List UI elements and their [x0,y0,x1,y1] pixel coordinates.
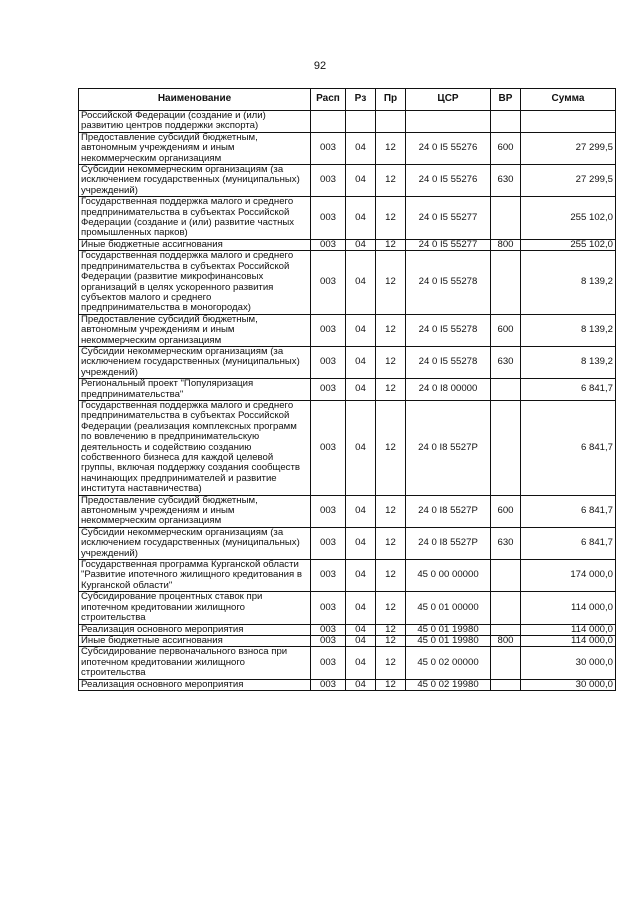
table-cell-rz: 04 [346,400,376,495]
table-cell-rasp: 003 [311,647,346,679]
table-cell-pr: 12 [376,592,406,624]
table-cell-pr: 12 [376,132,406,164]
table-cell-rasp: 003 [311,379,346,401]
table-cell-csr [406,111,491,133]
table-cell-rz: 04 [346,346,376,378]
table-cell-sum: 8 139,2 [521,346,616,378]
table-cell-pr: 12 [376,379,406,401]
table-cell-pr: 12 [376,560,406,592]
table-cell-name: Государственная поддержка малого и среднего предпринимательства в субъектах Российской Федерации (развитие микрофинансовых организаций в целях ускоренного развития субъектов малого и среднего предпринимательства в моногородах) [79,251,311,314]
table-cell-rz: 04 [346,592,376,624]
table-cell-vr [491,647,521,679]
table-cell-name: Реализация основного мероприятия [79,624,311,635]
table-cell-rasp: 003 [311,165,346,197]
table-cell-pr: 12 [376,314,406,346]
table-row [79,197,616,240]
table-cell-rasp: 003 [311,560,346,592]
table-cell-vr [491,560,521,592]
table-cell-rz: 04 [346,239,376,250]
table-cell-csr: 24 0 I5 55277 [406,239,491,250]
table-cell-pr: 12 [376,495,406,527]
table-cell-csr: 24 0 I8 5527P [406,527,491,559]
column-header-csr: ЦСР [406,89,491,111]
table-row [79,647,616,679]
table-cell-rz: 04 [346,495,376,527]
table-cell-sum: 6 841,7 [521,379,616,401]
table-cell-sum: 30 000,0 [521,679,616,690]
table-cell-rz: 04 [346,379,376,401]
table-cell-csr: 24 0 I8 5527P [406,495,491,527]
table-cell-vr: 600 [491,132,521,164]
table-row [79,165,616,197]
table-row [79,495,616,527]
table-cell-name: Государственная поддержка малого и среднего предпринимательства в субъектах Российской Федерации (реализация комплексных программ по вовлечению в предпринимательскую деятельность и содействию созданию собственного бизнеса для каждой целевой группы, включая поддержку создания сообществ начинающих предпринимателей и развитие института наставничества) [79,400,311,495]
table-cell-sum: 114 000,0 [521,635,616,646]
table-row [79,635,616,646]
table-cell-rasp: 003 [311,400,346,495]
table-cell-vr [491,592,521,624]
table-cell-name: Субсидии некоммерческим организациям (за исключением государственных (муниципальных) учреждений) [79,527,311,559]
table-cell-csr: 45 0 02 19980 [406,679,491,690]
table-cell-pr: 12 [376,197,406,240]
table-cell-rasp: 003 [311,346,346,378]
table-cell-name: Субсидии некоммерческим организациям (за исключением государственных (муниципальных) учреждений) [79,346,311,378]
table-cell-sum: 27 299,5 [521,132,616,164]
table-cell-vr: 600 [491,495,521,527]
table-cell-pr [376,111,406,133]
table-cell-rz [346,111,376,133]
table-cell-rasp: 003 [311,527,346,559]
table-cell-name: Государственная программа Курганской области "Развитие ипотечного жилищного кредитования в Курганской области" [79,560,311,592]
table-row [79,592,616,624]
table-cell-csr: 24 0 I8 00000 [406,379,491,401]
table-cell-name: Государственная поддержка малого и среднего предпринимательства в субъектах Российской Федерации (создание и (или) развитие частных промышленных парков) [79,197,311,240]
table-cell-rasp: 003 [311,132,346,164]
table-cell-pr: 12 [376,624,406,635]
table-cell-pr: 12 [376,346,406,378]
table-cell-rz: 04 [346,635,376,646]
table-cell-name: Предоставление субсидий бюджетным, автономным учреждениям и иным некоммерческим организациям [79,314,311,346]
table-cell-csr: 24 0 I5 55278 [406,251,491,314]
table-cell-name: Субсидирование процентных ставок при ипотечном кредитовании жилищного строительства [79,592,311,624]
budget-table [78,88,616,691]
table-cell-rz: 04 [346,624,376,635]
table-cell-rz: 04 [346,647,376,679]
page-number: 92 [313,60,327,72]
table-cell-csr: 24 0 I5 55278 [406,346,491,378]
table-cell-sum: 255 102,0 [521,197,616,240]
table-row [79,679,616,690]
table-cell-rasp: 003 [311,314,346,346]
table-cell-sum: 114 000,0 [521,592,616,624]
table-cell-rz: 04 [346,527,376,559]
table-cell-name: Иные бюджетные ассигнования [79,635,311,646]
table-cell-csr: 24 0 I5 55276 [406,165,491,197]
table-cell-csr: 24 0 I8 5527P [406,400,491,495]
table-cell-vr [491,379,521,401]
column-header-sum: Сумма [521,89,616,111]
table-cell-sum: 6 841,7 [521,495,616,527]
table-cell-csr: 45 0 01 19980 [406,624,491,635]
table-cell-pr: 12 [376,165,406,197]
table-cell-rz: 04 [346,314,376,346]
table-cell-rz: 04 [346,679,376,690]
table-cell-pr: 12 [376,635,406,646]
table-cell-pr: 12 [376,679,406,690]
table-cell-name: Российской Федерации (создание и (или) развитию центров поддержки экспорта) [79,111,311,133]
table-cell-pr: 12 [376,239,406,250]
table-cell-name: Предоставление субсидий бюджетным, автономным учреждениям и иным некоммерческим организациям [79,132,311,164]
table-row [79,251,616,314]
table-row [79,132,616,164]
column-header-vr: ВР [491,89,521,111]
table-cell-name: Региональный проект "Популяризация предпринимательства" [79,379,311,401]
table-row [79,400,616,495]
table-cell-vr [491,197,521,240]
table-cell-rz: 04 [346,251,376,314]
table-cell-vr: 630 [491,165,521,197]
table-cell-csr: 45 0 02 00000 [406,647,491,679]
table-cell-sum: 8 139,2 [521,314,616,346]
table-cell-rasp: 003 [311,624,346,635]
table-cell-rasp: 003 [311,197,346,240]
table-row [79,379,616,401]
table-cell-sum: 8 139,2 [521,251,616,314]
table-cell-rz: 04 [346,165,376,197]
table-cell-vr [491,679,521,690]
table-cell-vr: 630 [491,527,521,559]
table-cell-sum: 6 841,7 [521,400,616,495]
table-cell-name: Реализация основного мероприятия [79,679,311,690]
table-row [79,239,616,250]
table-cell-pr: 12 [376,251,406,314]
table-cell-name: Предоставление субсидий бюджетным, автономным учреждениям и иным некоммерческим организациям [79,495,311,527]
table-cell-rz: 04 [346,560,376,592]
table-cell-pr: 12 [376,400,406,495]
table-cell-sum: 27 299,5 [521,165,616,197]
table-cell-rasp: 003 [311,592,346,624]
column-header-pr: Пр [376,89,406,111]
table-header-row [79,89,616,111]
table-cell-rasp: 003 [311,635,346,646]
table-cell-vr [491,400,521,495]
table-cell-vr [491,624,521,635]
table-cell-pr: 12 [376,647,406,679]
table-cell-name: Субсидирование первоначального взноса при ипотечном кредитовании жилищного строительства [79,647,311,679]
table-cell-rasp [311,111,346,133]
table-cell-csr: 24 0 I5 55278 [406,314,491,346]
table-row [79,624,616,635]
table-cell-vr: 630 [491,346,521,378]
column-header-rasp: Расп [311,89,346,111]
table-cell-vr [491,251,521,314]
table-cell-sum: 255 102,0 [521,239,616,250]
table-cell-sum: 174 000,0 [521,560,616,592]
table-cell-rasp: 003 [311,679,346,690]
table-cell-vr: 800 [491,239,521,250]
table-cell-rasp: 003 [311,239,346,250]
table-cell-csr: 24 0 I5 55276 [406,132,491,164]
table-cell-sum [521,111,616,133]
table-cell-name: Иные бюджетные ассигнования [79,239,311,250]
table-cell-rasp: 003 [311,495,346,527]
table-cell-csr: 45 0 01 19980 [406,635,491,646]
table-cell-csr: 24 0 I5 55277 [406,197,491,240]
table-cell-rz: 04 [346,197,376,240]
table-cell-pr: 12 [376,527,406,559]
table-cell-sum: 6 841,7 [521,527,616,559]
table-cell-sum: 30 000,0 [521,647,616,679]
column-header-name: Наименование [79,89,311,111]
table-cell-vr: 800 [491,635,521,646]
table-row [79,346,616,378]
table-cell-name: Субсидии некоммерческим организациям (за исключением государственных (муниципальных) учреждений) [79,165,311,197]
table-row [79,314,616,346]
table-row [79,560,616,592]
column-header-rz: Рз [346,89,376,111]
table-row [79,527,616,559]
table-cell-csr: 45 0 00 00000 [406,560,491,592]
table-body [79,111,616,691]
table-cell-vr [491,111,521,133]
table-row [79,111,616,133]
table-cell-sum: 114 000,0 [521,624,616,635]
table-cell-rasp: 003 [311,251,346,314]
table-cell-rz: 04 [346,132,376,164]
table-cell-vr: 600 [491,314,521,346]
table-cell-csr: 45 0 01 00000 [406,592,491,624]
